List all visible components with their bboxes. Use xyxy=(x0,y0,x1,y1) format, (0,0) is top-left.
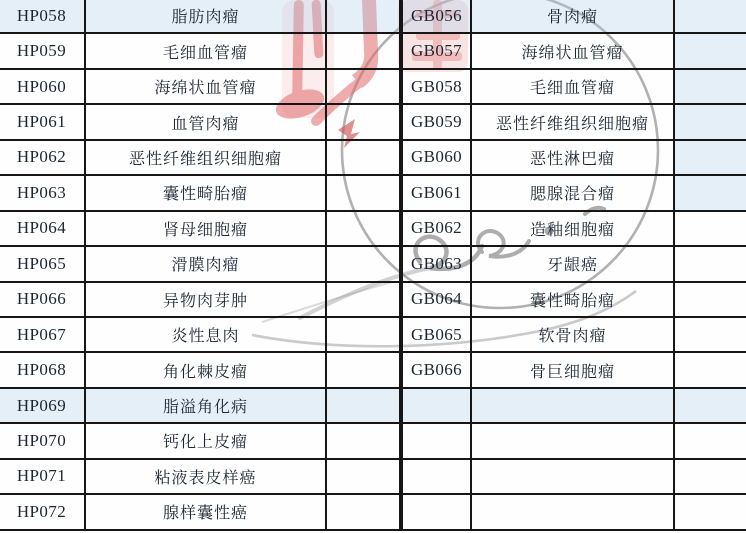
empty-cell xyxy=(326,388,400,423)
empty-cell xyxy=(326,423,400,458)
empty-cell xyxy=(674,33,746,68)
empty-cell xyxy=(674,423,746,458)
table-row xyxy=(402,388,746,423)
table-row xyxy=(402,140,746,175)
specimen-name-cell: 腺样囊性癌 xyxy=(85,494,326,529)
specimen-name-cell: 肾母细胞瘤 xyxy=(85,211,326,246)
empty-cell xyxy=(326,211,400,246)
empty-cell xyxy=(326,459,400,494)
specimen-code-cell: HP068 xyxy=(0,352,85,387)
specimen-name-cell: 海绵状血管瘤 xyxy=(85,69,326,104)
specimen-code-cell: HP069 xyxy=(0,388,85,423)
specimen-name-cell: 恶性纤维组织细胞瘤 xyxy=(85,140,326,175)
table-row xyxy=(0,423,400,458)
table-row xyxy=(0,282,400,317)
specimen-name-cell: 角化棘皮瘤 xyxy=(85,352,326,387)
specimen-code-cell: GB059 xyxy=(402,104,471,139)
specimen-code-cell: HP063 xyxy=(0,175,85,210)
specimen-code-cell: GB063 xyxy=(402,246,471,281)
table-row xyxy=(0,317,400,352)
specimen-code-cell: HP062 xyxy=(0,140,85,175)
empty-cell xyxy=(326,317,400,352)
empty-cell xyxy=(674,352,746,387)
specimen-code-cell: GB057 xyxy=(402,33,471,68)
empty-cell xyxy=(674,388,746,423)
specimen-code-cell xyxy=(402,423,471,458)
specimen-code-cell: HP064 xyxy=(0,211,85,246)
specimen-name-cell: 牙龈癌 xyxy=(471,246,674,281)
specimen-name-cell: 脂溢角化病 xyxy=(85,388,326,423)
table-row xyxy=(0,388,400,423)
specimen-code-cell xyxy=(402,494,471,529)
empty-cell xyxy=(326,140,400,175)
table-row xyxy=(0,33,400,68)
specimen-name-cell: 粘液表皮样癌 xyxy=(85,459,326,494)
specimen-code-cell: HP070 xyxy=(0,423,85,458)
specimen-name-cell: 脂肪肉瘤 xyxy=(85,0,326,33)
specimen-name-cell xyxy=(471,494,674,529)
specimen-name-cell: 毛细血管瘤 xyxy=(471,69,674,104)
table-row xyxy=(0,352,400,387)
specimen-code-cell: GB058 xyxy=(402,69,471,104)
empty-cell xyxy=(674,494,746,529)
empty-cell xyxy=(326,69,400,104)
specimen-name-cell: 滑膜肉瘤 xyxy=(85,246,326,281)
empty-cell xyxy=(326,282,400,317)
empty-cell xyxy=(674,140,746,175)
specimen-name-cell: 血管肉瘤 xyxy=(85,104,326,139)
specimen-code-cell: GB064 xyxy=(402,282,471,317)
specimen-name-cell: 毛细血管瘤 xyxy=(85,33,326,68)
specimen-name-cell xyxy=(471,459,674,494)
empty-cell xyxy=(674,317,746,352)
table-row xyxy=(402,246,746,281)
table-row xyxy=(402,317,746,352)
empty-cell xyxy=(674,459,746,494)
specimen-code-cell: GB056 xyxy=(402,0,471,33)
table-row xyxy=(0,459,400,494)
specimen-code-cell: HP071 xyxy=(0,459,85,494)
specimen-code-cell: GB060 xyxy=(402,140,471,175)
table-row xyxy=(402,352,746,387)
empty-cell xyxy=(674,69,746,104)
empty-cell xyxy=(326,0,400,33)
specimen-name-cell: 囊性畸胎瘤 xyxy=(85,175,326,210)
table-row xyxy=(0,246,400,281)
empty-cell xyxy=(326,494,400,529)
gb-specimen-table xyxy=(401,0,746,531)
specimen-code-cell: HP059 xyxy=(0,33,85,68)
specimen-code-cell: GB065 xyxy=(402,317,471,352)
gb-table-body xyxy=(402,0,746,530)
specimen-name-cell: 炎性息肉 xyxy=(85,317,326,352)
table-row xyxy=(0,140,400,175)
empty-cell xyxy=(674,175,746,210)
empty-cell xyxy=(326,175,400,210)
empty-cell xyxy=(326,352,400,387)
empty-cell xyxy=(326,104,400,139)
table-row xyxy=(402,459,746,494)
specimen-name-cell: 骨巨细胞瘤 xyxy=(471,352,674,387)
table-row xyxy=(402,175,746,210)
specimen-code-cell: HP065 xyxy=(0,246,85,281)
specimen-name-cell: 骨肉瘤 xyxy=(471,0,674,33)
empty-cell xyxy=(674,0,746,33)
specimen-name-cell: 异物肉芽肿 xyxy=(85,282,326,317)
specimen-name-cell xyxy=(471,388,674,423)
empty-cell xyxy=(326,33,400,68)
table-row xyxy=(0,104,400,139)
specimen-code-cell xyxy=(402,459,471,494)
specimen-code-cell: HP072 xyxy=(0,494,85,529)
specimen-name-cell: 恶性淋巴瘤 xyxy=(471,140,674,175)
specimen-name-cell: 软骨肉瘤 xyxy=(471,317,674,352)
table-row xyxy=(402,282,746,317)
table-row xyxy=(0,0,400,33)
table-row xyxy=(402,104,746,139)
specimen-name-cell: 钙化上皮瘤 xyxy=(85,423,326,458)
empty-cell xyxy=(326,246,400,281)
specimen-code-cell: HP061 xyxy=(0,104,85,139)
table-row xyxy=(402,494,746,529)
specimen-name-cell: 造釉细胞瘤 xyxy=(471,211,674,246)
table-row xyxy=(402,33,746,68)
table-row xyxy=(402,211,746,246)
specimen-code-cell: HP060 xyxy=(0,69,85,104)
specimen-code-cell: GB062 xyxy=(402,211,471,246)
table-row xyxy=(0,69,400,104)
empty-cell xyxy=(674,246,746,281)
table-row xyxy=(0,211,400,246)
specimen-code-cell xyxy=(402,388,471,423)
specimen-name-cell xyxy=(471,423,674,458)
specimen-name-cell: 恶性纤维组织细胞瘤 xyxy=(471,104,674,139)
specimen-code-cell: HP066 xyxy=(0,282,85,317)
specimen-code-cell: HP058 xyxy=(0,0,85,33)
table-row xyxy=(0,175,400,210)
table-row xyxy=(402,69,746,104)
empty-cell xyxy=(674,211,746,246)
specimen-code-cell: GB061 xyxy=(402,175,471,210)
specimen-name-cell: 腮腺混合瘤 xyxy=(471,175,674,210)
specimen-name-cell: 囊性畸胎瘤 xyxy=(471,282,674,317)
empty-cell xyxy=(674,282,746,317)
table-row xyxy=(0,494,400,529)
specimen-code-cell: GB066 xyxy=(402,352,471,387)
specimen-code-cell: HP067 xyxy=(0,317,85,352)
specimen-name-cell: 海绵状血管瘤 xyxy=(471,33,674,68)
table-row xyxy=(402,0,746,33)
empty-cell xyxy=(674,104,746,139)
table-row xyxy=(402,423,746,458)
